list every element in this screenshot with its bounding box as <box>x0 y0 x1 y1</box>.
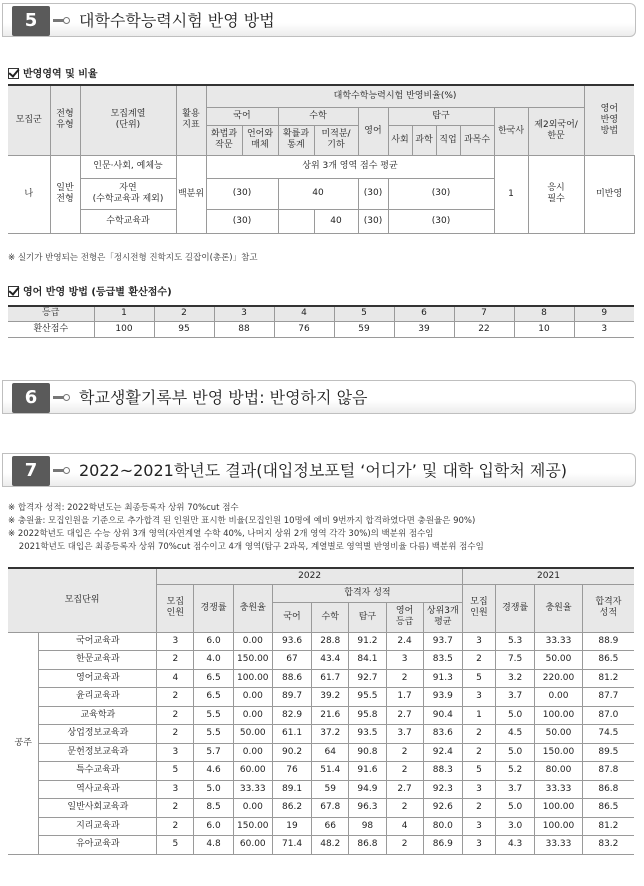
cell-value: 2 <box>157 688 194 707</box>
th-engmethod: 영어 반영 방법 <box>584 85 634 155</box>
cell-value: 33.33 <box>535 836 583 855</box>
cell-value: 0.00 <box>233 688 272 707</box>
th-english: 영어 <box>358 107 388 155</box>
th-m1: 확률과 통계 <box>278 125 314 155</box>
th-inquiry: 탐구 <box>388 107 494 125</box>
cell-value: 71.4 <box>272 836 311 855</box>
cell-history: 응시 필수 <box>528 155 584 233</box>
cell-unit-name: 영어교육과 <box>39 669 157 688</box>
cell-value: 37.2 <box>312 725 349 744</box>
cell-unit-name: 한문교육과 <box>39 651 157 670</box>
note-practical: ※ 실기가 반영되는 전형은「정시전형 진학지도 길잡이(총론)」참고 <box>8 253 258 263</box>
cell-value: 98 <box>349 817 386 836</box>
cell-value: 83.5 <box>423 651 462 670</box>
cell-value: 5 <box>462 762 495 781</box>
section-title: 2022~2021학년도 결과(대입정보포털 ‘어디가’ 및 대학 입학처 제공) <box>79 461 568 480</box>
th-top3: 상위3개 평균 <box>423 602 462 632</box>
cell-value: 3 <box>462 817 495 836</box>
cell-value: 5 <box>462 669 495 688</box>
cell-value: 93.9 <box>423 688 462 707</box>
cell-value: 2.4 <box>386 632 423 651</box>
th-grade-8: 8 <box>514 306 574 321</box>
cell-value: 80.00 <box>535 762 583 781</box>
connector-dot <box>63 394 70 401</box>
cell-value: 3 <box>157 780 194 799</box>
cell-unit-name: 교육학과 <box>39 706 157 725</box>
cell-value: 89.5 <box>582 743 634 762</box>
cell-value: 4 <box>157 669 194 688</box>
cell-series-1: 인문·사회, 예체능 <box>80 155 176 179</box>
cell-value: 87.7 <box>582 688 634 707</box>
cell-value: 4.6 <box>194 762 233 781</box>
cell-value: 2 <box>157 725 194 744</box>
cell-value: 2 <box>462 799 495 818</box>
section-number: 7 <box>12 456 50 486</box>
cell-value: 100.00 <box>535 817 583 836</box>
cell-value: 64 <box>312 743 349 762</box>
cell-value: 60.00 <box>233 836 272 855</box>
th-fill: 충원율 <box>233 584 272 632</box>
cell-value: 3 <box>462 780 495 799</box>
checkbox-icon <box>8 68 19 79</box>
cell-unit-name: 유아교육과 <box>39 836 157 855</box>
cell-subjects: 1 <box>494 155 528 233</box>
cell-value: 81.2 <box>582 817 634 836</box>
cell-value: 5.5 <box>194 706 233 725</box>
cell-value: 220.00 <box>535 669 583 688</box>
cell-value: 0.00 <box>233 799 272 818</box>
table-row <box>8 725 634 744</box>
cell-value: 3.7 <box>496 780 535 799</box>
cell-unit-name: 일반사회교육과 <box>39 799 157 818</box>
cell-value: 5.0 <box>194 780 233 799</box>
table-row <box>8 780 634 799</box>
cell-unit-name: 역사교육과 <box>39 780 157 799</box>
cell-value: 74.5 <box>582 725 634 744</box>
cell-value: 3 <box>157 632 194 651</box>
th-i3: 직업 <box>436 125 460 155</box>
cell-top3: 상위 3개 영역 점수 평균 <box>206 155 494 179</box>
cell-value: 95.5 <box>349 688 386 707</box>
english-grade-table <box>8 305 634 338</box>
cell-value: 93.5 <box>349 725 386 744</box>
cell-value: 2 <box>157 651 194 670</box>
cell-unit-name: 지리교육과 <box>39 817 157 836</box>
cell-value: 89.7 <box>272 688 311 707</box>
cell-value: 43.4 <box>312 651 349 670</box>
section-number: 6 <box>12 383 50 413</box>
cell-value: 3.0 <box>496 817 535 836</box>
cell-value: 21.6 <box>312 706 349 725</box>
cell-type: 일반 전형 <box>50 155 80 233</box>
cell-value: 2.7 <box>386 706 423 725</box>
cell-value: 2 <box>157 817 194 836</box>
cell-value: 28.8 <box>312 632 349 651</box>
th-ratio: 대학수학능력시험 반영비율(%) <box>206 85 584 107</box>
section-number: 5 <box>12 6 50 36</box>
cell-value: 5.0 <box>496 743 535 762</box>
cell-value: 33.33 <box>233 780 272 799</box>
cell-unit-name: 특수교육과 <box>39 762 157 781</box>
cell-math-3: 40 <box>314 209 358 233</box>
cell-value: 5.3 <box>496 632 535 651</box>
section-header-5 <box>2 3 636 37</box>
cell-value: 83.2 <box>582 836 634 855</box>
cell-korean-2: (30) <box>206 179 278 210</box>
connector-dot <box>63 467 70 474</box>
cell-value: 5.0 <box>496 706 535 725</box>
cell-value: 96.3 <box>349 799 386 818</box>
th-history: 한국사 <box>494 107 528 155</box>
cell-value: 82.9 <box>272 706 311 725</box>
cell-score: 88 <box>214 321 274 337</box>
th-type: 전형 유형 <box>50 85 80 155</box>
cell-value: 33.33 <box>535 632 583 651</box>
table-row <box>8 799 634 818</box>
th-i1: 사회 <box>388 125 412 155</box>
th-eng: 영어 등급 <box>386 602 423 632</box>
cell-value: 3 <box>386 651 423 670</box>
cell-value: 6.0 <box>194 817 233 836</box>
th-m2: 미적분/ 기하 <box>314 125 358 155</box>
cell-value: 4.8 <box>194 836 233 855</box>
th-grade-3: 3 <box>214 306 274 321</box>
th-group: 모집군 <box>8 85 50 155</box>
cell-inquiry-2: (30) <box>388 179 494 210</box>
subheading-ratio: 반영영역 및 비율 <box>8 65 98 80</box>
th-inq: 탐구 <box>349 602 386 632</box>
cell-series-3: 수학교육과 <box>80 209 176 233</box>
cell-value: 0.00 <box>233 706 272 725</box>
cell-value: 2 <box>386 799 423 818</box>
cell-value: 19 <box>272 817 311 836</box>
cell-value: 5.0 <box>496 799 535 818</box>
connector-dot <box>63 17 70 24</box>
cell-value: 86.5 <box>582 799 634 818</box>
cell-value: 83.6 <box>423 725 462 744</box>
section-title: 학교생활기록부 반영 방법: 반영하지 않음 <box>79 388 368 407</box>
cell-value: 0.00 <box>233 632 272 651</box>
cell-score: 59 <box>334 321 394 337</box>
cell-value: 92.3 <box>423 780 462 799</box>
section-header-7 <box>2 453 636 487</box>
cell-value: 3 <box>462 836 495 855</box>
cell-score: 100 <box>94 321 154 337</box>
cell-value: 88.9 <box>582 632 634 651</box>
cell-value: 2 <box>386 669 423 688</box>
th-kor: 국어 <box>272 602 311 632</box>
table-row <box>8 669 634 688</box>
section-header-6 <box>2 380 636 414</box>
cell-unit-name: 문헌정보교육과 <box>39 743 157 762</box>
cell-value: 100.00 <box>535 706 583 725</box>
cell-value: 67 <box>272 651 311 670</box>
cell-value: 3 <box>462 688 495 707</box>
th-grade-9: 9 <box>574 306 634 321</box>
cell-value: 50.00 <box>233 725 272 744</box>
cell-value: 39.2 <box>312 688 349 707</box>
cell-value: 8.5 <box>194 799 233 818</box>
cell-score: 39 <box>394 321 454 337</box>
cell-value: 3.7 <box>386 725 423 744</box>
cell-value: 3.2 <box>496 669 535 688</box>
cell-score: 10 <box>514 321 574 337</box>
cell-score: 22 <box>454 321 514 337</box>
cell-value: 87.8 <box>582 762 634 781</box>
cell-value: 4 <box>386 817 423 836</box>
cell-value: 92.4 <box>423 743 462 762</box>
cell-value: 60.00 <box>233 762 272 781</box>
cell-value: 5.7 <box>194 743 233 762</box>
cell-value: 61.7 <box>312 669 349 688</box>
cell-value: 86.5 <box>582 651 634 670</box>
th-fill-21: 충원율 <box>535 584 583 632</box>
th-korean: 국어 <box>206 107 278 125</box>
cell-value: 6.5 <box>194 669 233 688</box>
th-grade-5: 5 <box>334 306 394 321</box>
table-row <box>8 632 634 651</box>
table-row <box>8 836 634 855</box>
cell-campus: 공주 <box>8 632 39 854</box>
th-unit: 모집단위 <box>8 568 157 632</box>
cell-value: 61.1 <box>272 725 311 744</box>
cell-foreign: 미반영 <box>584 155 634 233</box>
cell-value: 93.6 <box>272 632 311 651</box>
cell-value: 2 <box>157 706 194 725</box>
th-grade-4: 4 <box>274 306 334 321</box>
note-result-3: ※ 2022학년도 대입은 수능 상위 3개 영역(자연계열 수학 40%, 나머지 상위 2개 영역 각각 30%)의 백분위 점수임 <box>8 529 434 539</box>
cell-value: 2 <box>157 799 194 818</box>
cell-value: 90.8 <box>349 743 386 762</box>
th-2021: 2021 <box>462 568 634 584</box>
cell-value: 0.00 <box>535 688 583 707</box>
cell-unit-name: 상업정보교육과 <box>39 725 157 744</box>
cell-value: 3 <box>462 632 495 651</box>
cell-value: 88.3 <box>423 762 462 781</box>
cell-value: 51.4 <box>312 762 349 781</box>
cell-value: 2.7 <box>386 780 423 799</box>
cell-value: 0.00 <box>233 743 272 762</box>
th-score-21: 합격자 성적 <box>582 584 634 632</box>
th-rate-21: 경쟁률 <box>496 584 535 632</box>
cell-value: 80.0 <box>423 817 462 836</box>
cell-english-3: (30) <box>358 209 388 233</box>
cell-value: 2 <box>386 743 423 762</box>
cell-value: 100.00 <box>535 799 583 818</box>
th-i2: 과학 <box>412 125 436 155</box>
th-quota: 모집 인원 <box>157 584 194 632</box>
cell-value: 87.0 <box>582 706 634 725</box>
cell-value: 6.0 <box>194 632 233 651</box>
cell-value: 6.5 <box>194 688 233 707</box>
th-quota-21: 모집 인원 <box>462 584 495 632</box>
cell-value: 88.6 <box>272 669 311 688</box>
note-result-1: ※ 합격자 성적: 2022학년도는 최종등록자 상위 70%cut 점수 <box>8 503 239 513</box>
cell-value: 95.8 <box>349 706 386 725</box>
cell-value: 92.7 <box>349 669 386 688</box>
cell-series-2: 자연 (수학교육과 제외) <box>80 179 176 210</box>
cell-value: 2 <box>386 762 423 781</box>
th-k2: 언어와 매체 <box>242 125 278 155</box>
table-row <box>8 817 634 836</box>
cell-value: 90.2 <box>272 743 311 762</box>
cell-score: 95 <box>154 321 214 337</box>
th-grade-7: 7 <box>454 306 514 321</box>
cell-value: 5.2 <box>496 762 535 781</box>
cell-value: 86.8 <box>349 836 386 855</box>
th-math: 수학 <box>312 602 349 632</box>
th-scores: 합격자 성적 <box>272 584 462 602</box>
cell-value: 91.6 <box>349 762 386 781</box>
cell-group: 나 <box>8 155 50 233</box>
note-result-2: ※ 충원율: 모집인원을 기준으로 추가합격 된 인원만 표시한 비율(모집인원 10명에 예비 9번까지 합격하였다면 충원율은 90%) <box>8 516 476 526</box>
cell-value: 59 <box>312 780 349 799</box>
ratio-table <box>8 84 634 234</box>
table-row <box>8 651 634 670</box>
cell-inquiry-3: (30) <box>388 209 494 233</box>
cell-value: 100.00 <box>233 669 272 688</box>
section-title: 대학수학능력시험 반영 방법 <box>79 11 275 30</box>
th-grade-2: 2 <box>154 306 214 321</box>
cell-value: 50.00 <box>535 651 583 670</box>
cell-value: 1 <box>462 706 495 725</box>
th-i4: 과목수 <box>460 125 494 155</box>
cell-value: 89.1 <box>272 780 311 799</box>
cell-value: 67.8 <box>312 799 349 818</box>
cell-value: 5 <box>157 762 194 781</box>
cell-value: 3 <box>157 743 194 762</box>
cell-value: 86.9 <box>423 836 462 855</box>
checkbox-icon <box>8 286 19 297</box>
cell-korean-3: (30) <box>206 209 278 233</box>
cell-score: 76 <box>274 321 334 337</box>
th-math: 수학 <box>278 107 358 125</box>
note-result-4: 2021학년도 대입은 최종등록자 상위 70%cut 점수이고 4개 영역(탐구 2과목, 계열별로 영역별 반영비율 다름) 백분위 점수임 <box>8 542 484 552</box>
cell-value: 4.3 <box>496 836 535 855</box>
table-row <box>8 743 634 762</box>
cell-value: 150.00 <box>233 651 272 670</box>
cell-value: 7.5 <box>496 651 535 670</box>
cell-value: 1.7 <box>386 688 423 707</box>
cell-value: 150.00 <box>535 743 583 762</box>
cell-value: 5.5 <box>194 725 233 744</box>
th-2022: 2022 <box>157 568 463 584</box>
cell-index: 백분위 <box>176 155 206 233</box>
cell-value: 90.4 <box>423 706 462 725</box>
cell-value: 66 <box>312 817 349 836</box>
cell-value: 2 <box>462 743 495 762</box>
cell-value: 3.7 <box>496 688 535 707</box>
cell-value: 94.9 <box>349 780 386 799</box>
cell-value: 86.8 <box>582 780 634 799</box>
table-row <box>8 688 634 707</box>
th-grade-6: 6 <box>394 306 454 321</box>
cell-value: 5 <box>157 836 194 855</box>
cell-unit-name: 국어교육과 <box>39 632 157 651</box>
cell-value: 76 <box>272 762 311 781</box>
cell-value: 50.00 <box>535 725 583 744</box>
cell-unit-name: 윤리교육과 <box>39 688 157 707</box>
cell-value: 91.2 <box>349 632 386 651</box>
th-grade: 등급 <box>8 306 94 321</box>
cell-value: 33.33 <box>535 780 583 799</box>
results-table <box>8 567 634 855</box>
cell-score-label: 환산점수 <box>8 321 94 337</box>
cell-value: 150.00 <box>233 817 272 836</box>
cell-value: 2 <box>462 651 495 670</box>
cell-english-2: (30) <box>358 179 388 210</box>
th-foreign: 제2외국어/ 한문 <box>528 107 584 155</box>
cell-value: 2 <box>386 836 423 855</box>
th-rate: 경쟁률 <box>194 584 233 632</box>
cell-value: 4.0 <box>194 651 233 670</box>
subheading-english: 영어 반영 방법 (등급별 환산점수) <box>8 283 172 298</box>
th-k1: 화법과 작문 <box>206 125 242 155</box>
cell-value: 81.2 <box>582 669 634 688</box>
cell-value: 4.5 <box>496 725 535 744</box>
cell-value: 48.2 <box>312 836 349 855</box>
cell-value: 84.1 <box>349 651 386 670</box>
cell-value: 92.6 <box>423 799 462 818</box>
cell-value: 93.7 <box>423 632 462 651</box>
cell-value: 86.2 <box>272 799 311 818</box>
table-row <box>8 706 634 725</box>
th-series: 모집계열 (단위) <box>80 85 176 155</box>
cell-value: 2 <box>462 725 495 744</box>
cell-score: 3 <box>574 321 634 337</box>
cell-value: 91.3 <box>423 669 462 688</box>
th-grade-1: 1 <box>94 306 154 321</box>
cell-math-2: 40 <box>278 179 358 210</box>
table-row <box>8 762 634 781</box>
cell-math-empty <box>278 209 314 233</box>
th-index: 활용 지표 <box>176 85 206 155</box>
